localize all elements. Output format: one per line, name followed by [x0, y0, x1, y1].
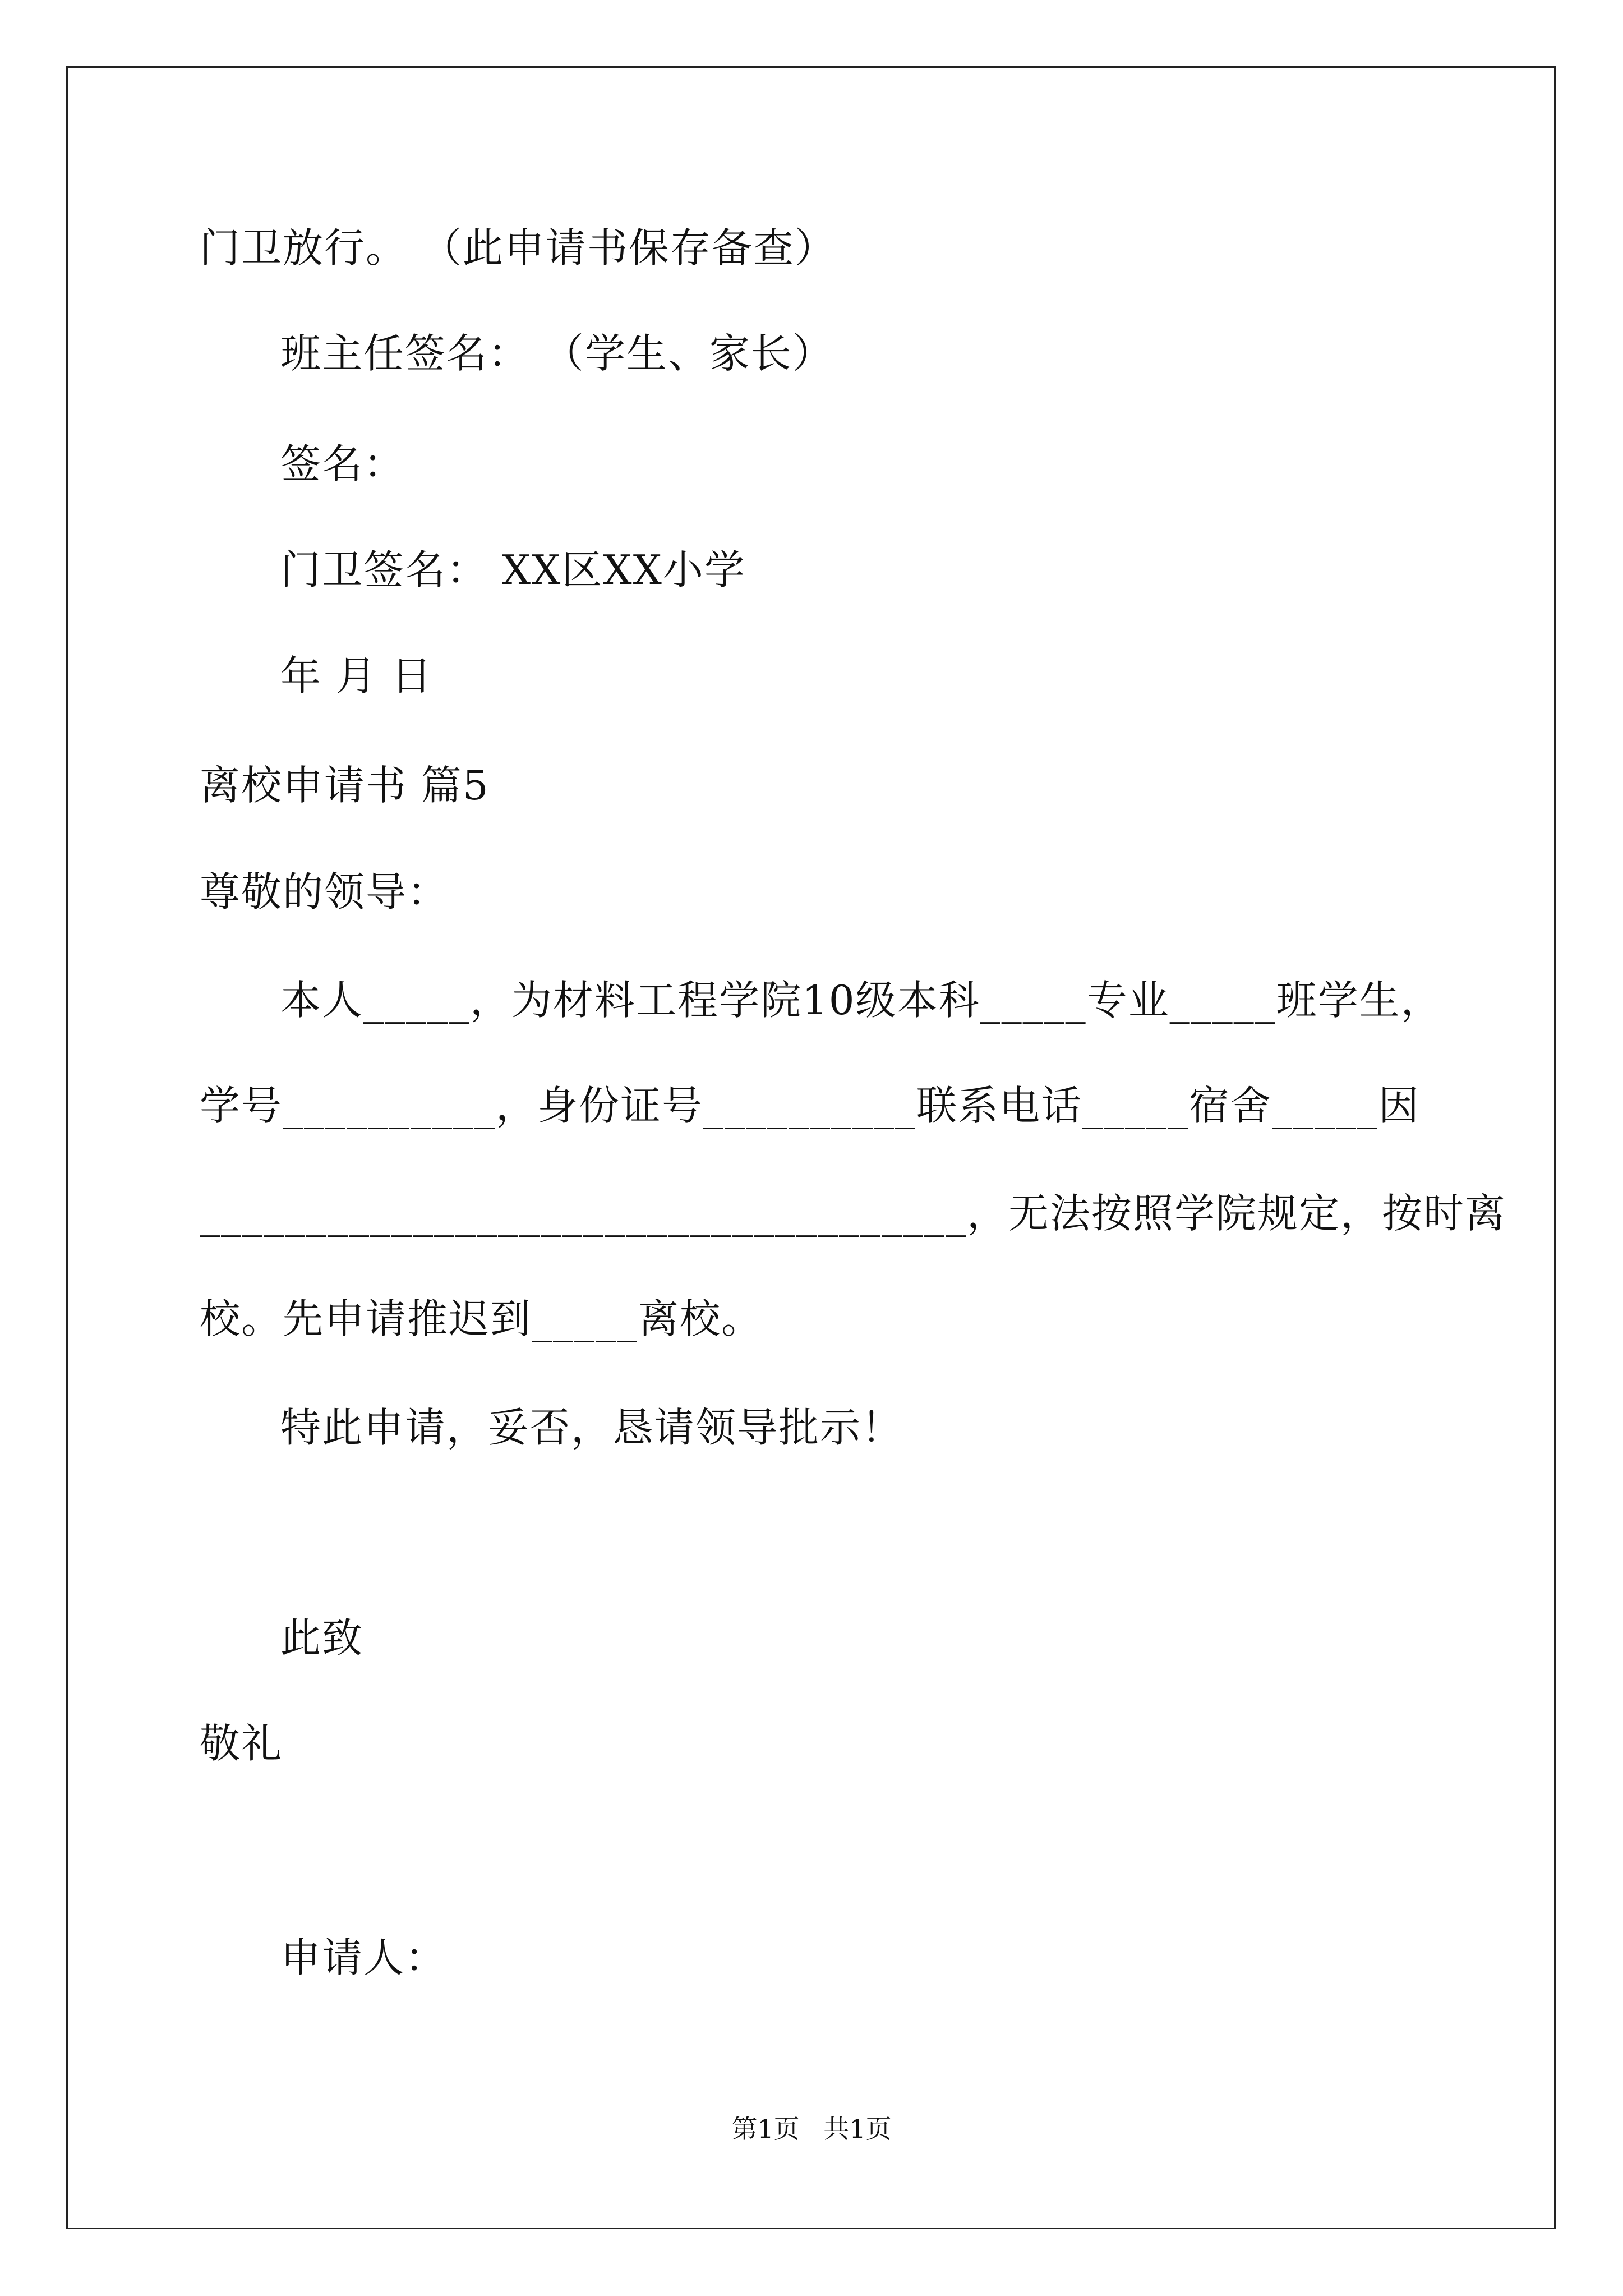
- page-footer: [0, 2112, 1623, 2146]
- body-paragraph-line-1: 本人_____，为材料工程学院10级本科_____专业_____班学生，: [280, 977, 1442, 1024]
- text-line-signature: 签名：: [280, 440, 405, 487]
- text-line-gate-release: 门卫放行。 （此申请书保存备查）: [200, 224, 836, 272]
- body-paragraph-line-3: ____________________________________，无法按照学院规定，按时离: [200, 1190, 1507, 1237]
- salutation: 尊敬的领导：: [200, 868, 449, 915]
- closing-jingli: 敬礼: [200, 1720, 283, 1767]
- applicant-label: 申请人：: [280, 1934, 447, 1981]
- section-heading: 离校申请书 篇5: [200, 762, 490, 809]
- page-number-total: 共1页: [823, 2114, 892, 2144]
- body-paragraph-line-2: 学号__________，身份证号__________联系电话_____宿舍_____因: [200, 1082, 1421, 1129]
- closing-zhici: 此致: [280, 1614, 364, 1662]
- page-number-current: 第1页: [731, 2114, 800, 2144]
- body-paragraph-line-4: 校。先申请推迟到_____离校。: [200, 1295, 763, 1342]
- closing-request: 特此申请，妥否，恳请领导批示！: [280, 1404, 903, 1451]
- page-border: [66, 66, 1556, 2229]
- text-line-teacher-signature: 班主任签名： （学生、家长）: [280, 330, 834, 377]
- text-line-gate-signature: 门卫签名： XX区XX小学: [280, 546, 746, 593]
- text-line-date: 年 月 日: [280, 652, 433, 700]
